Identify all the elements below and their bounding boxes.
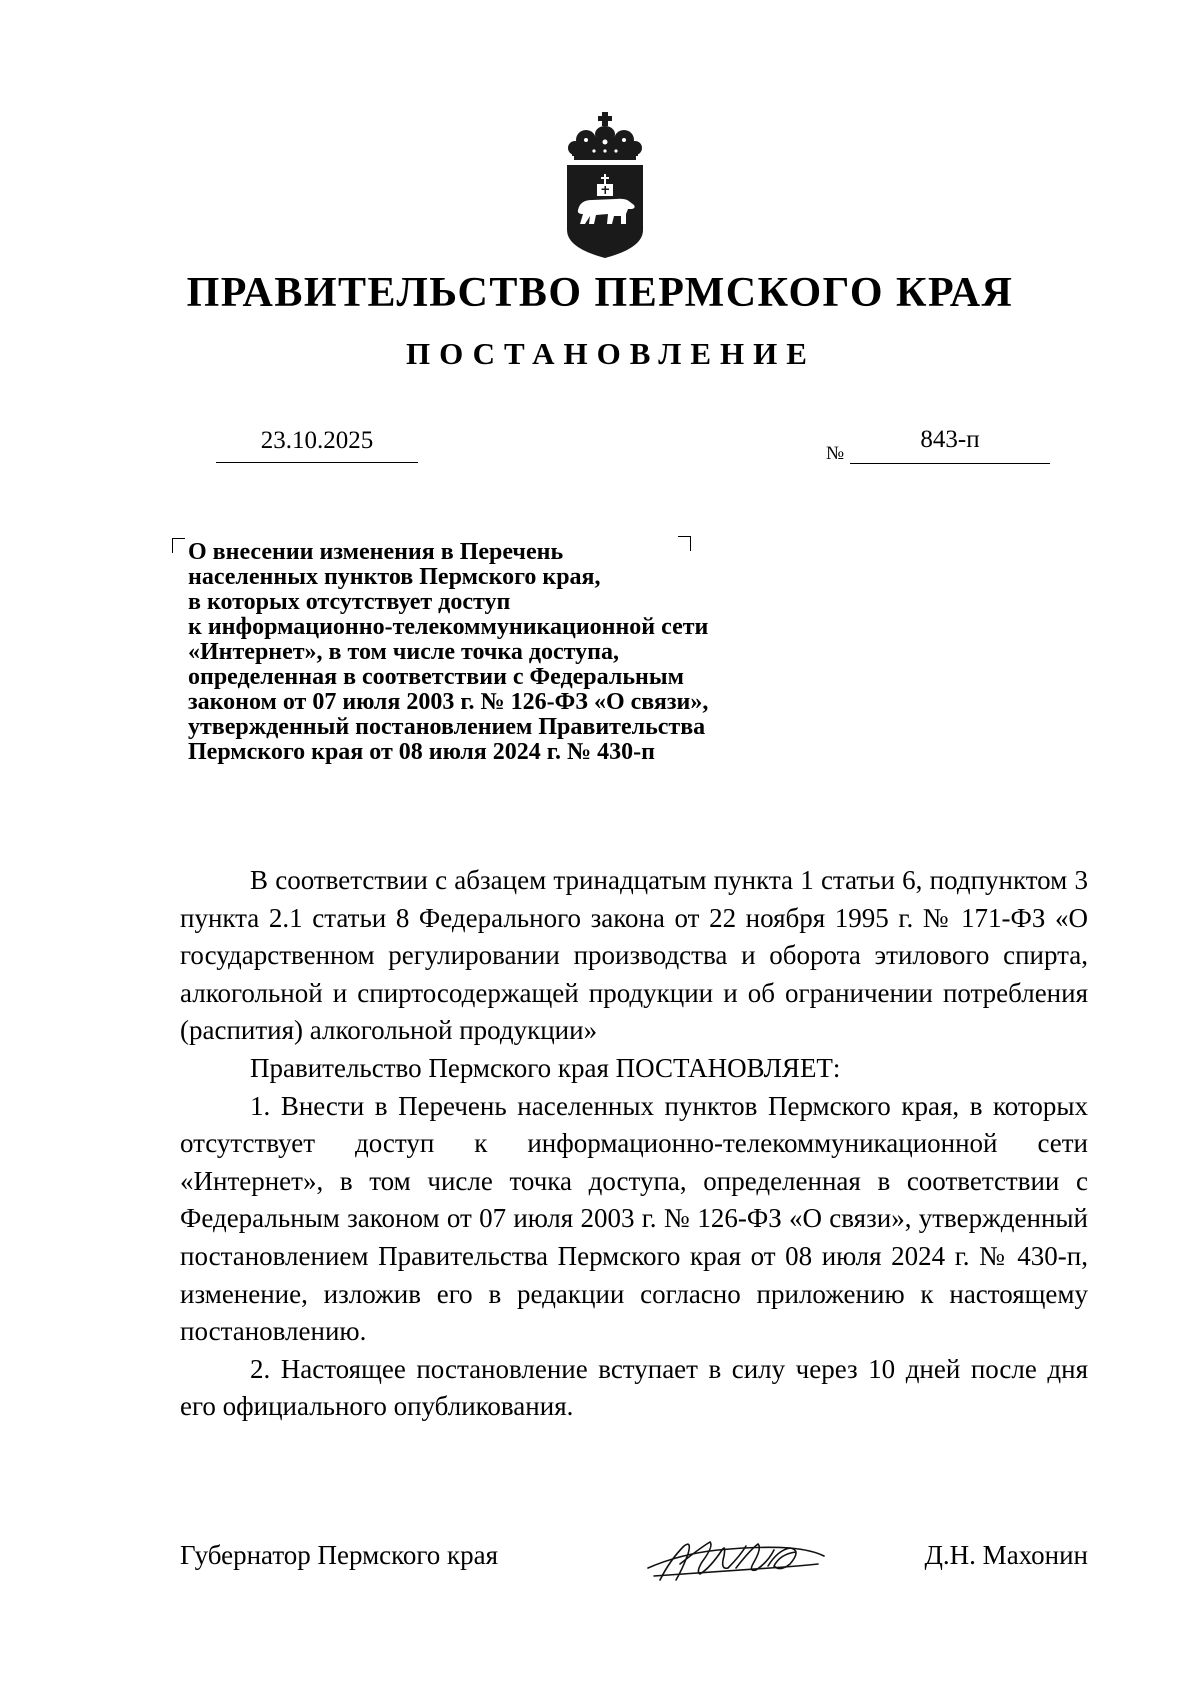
title-line: утвержденный постановлением Правительства bbox=[188, 714, 706, 740]
title-bracket-left bbox=[172, 538, 185, 553]
preamble-paragraph: В соответствии с абзацем тринадцатым пункта 1 статьи 6, подпунктом 3 пункта 2.1 статьи 8 Федерального закона от 22 ноября 1995 г. № 171-ФЗ «О государственном регулировании производства и оборота этилового спирта, алкогольной и спиртосодержащей продукции и об ограничении потребления (распития) алкогольной продукции» bbox=[180, 865, 1088, 1046]
organization-name: ПРАВИТЕЛЬСТВО ПЕРМСКОГО КРАЯ bbox=[186, 270, 1014, 316]
signatory-name: Д.Н. Махонин bbox=[924, 1540, 1088, 1570]
title-line: Пермского края от 08 июля 2024 г. № 430-п bbox=[188, 739, 655, 765]
item-1-paragraph: 1. Внести в Перечень населенных пунктов Пермского края, в которых отсутствует доступ к информационно-телекоммуникационной сети «Интернет», в том числе точка доступа, определенная в соответствии с Федеральным законом от 07 июля 2003 г. № 126-ФЗ «О связи», утвержденный постановлением Правительства Пермского края от 08 июля 2024 г. № 430-п, изменение, изложив его в редакции согласно приложению к настоящему постановлению. bbox=[180, 1090, 1088, 1347]
title-line: определенная в соответствии с Федеральным bbox=[188, 664, 684, 690]
title-line: О внесении изменения в Перечень bbox=[188, 539, 564, 565]
title-line: к информационно-телекоммуникационной сети bbox=[188, 614, 709, 640]
document-number: 843-п bbox=[920, 426, 980, 453]
document-date: 23.10.2025 bbox=[260, 427, 374, 454]
number-sign: № bbox=[826, 443, 845, 464]
resolution-paragraph: Правительство Пермского края ПОСТАНОВЛЯЕТ: bbox=[250, 1052, 841, 1083]
handwritten-signature bbox=[640, 1528, 830, 1588]
document-body bbox=[180, 862, 1088, 1426]
number-underline bbox=[850, 463, 1050, 464]
coat-of-arms-icon bbox=[564, 110, 646, 260]
date-underline bbox=[216, 462, 418, 463]
document-title bbox=[188, 540, 828, 765]
title-line: в которых отсутствует доступ bbox=[188, 589, 511, 615]
title-line: «Интернет», в том числе точка доступа, bbox=[188, 639, 619, 665]
signatory-position: Губернатор Пермского края bbox=[180, 1540, 499, 1570]
title-line: законом от 07 июля 2003 г. № 126-ФЗ «О связи», bbox=[188, 689, 709, 715]
item-2-paragraph: 2. Настоящее постановление вступает в силу через 10 дней после дня его официального опубликования. bbox=[180, 1353, 1088, 1422]
title-line: населенных пунктов Пермского края, bbox=[188, 564, 601, 590]
document-type: ПОСТАНОВЛЕНИЕ bbox=[406, 336, 816, 371]
